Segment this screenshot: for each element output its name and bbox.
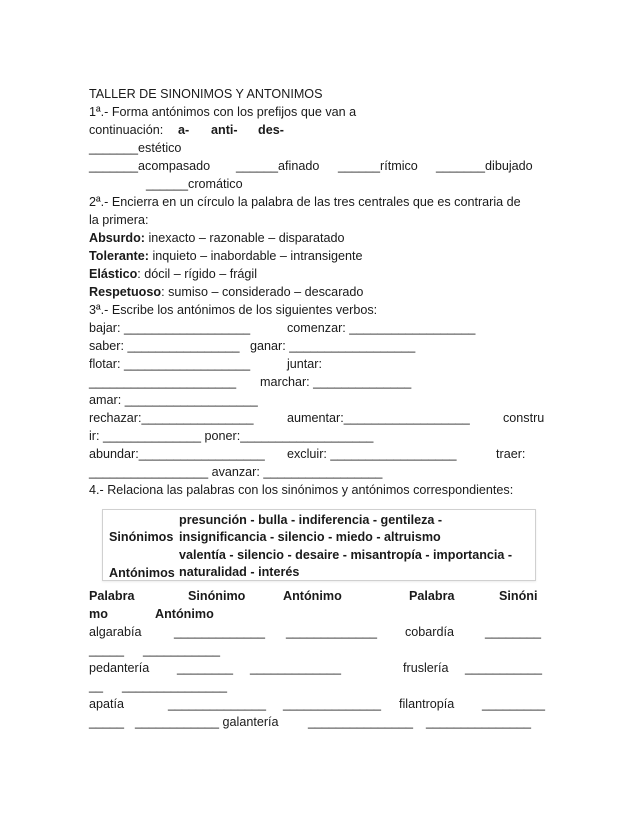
ex2-row: Absurdo: inexacto – razonable – disparatado [89,231,345,245]
ex3-line: amar: ___________________ [89,393,258,407]
ex1-item: _______dibujado [436,159,533,173]
ex1-item: ______rítmico [338,159,418,173]
ex3-instruction: 3ª.- Escribe los antónimos de los siguientes verbos: [89,303,378,317]
ex3-line: abundar:__________________ excluir: __________________ traer: [89,447,526,461]
ex4-row: apatía ______________ ______________ filantropía _________ [89,697,546,711]
ex4-row: _____ ____________ galantería _______________ _______________ [89,715,532,729]
ex1-item: ______afinado [236,159,320,173]
ex3-line: _________________ avanzar: _________________ [89,465,383,479]
ex4-table-header: Palabra Sinónimo Antónimo Palabra Sinóni [89,589,538,603]
ex4-row: _____ ___________ [89,643,221,657]
ex2-row: Tolerante: inquieto – inabordable – intransigente [89,249,363,263]
ex3-line: rechazar:________________ aumentar:__________________ constru [89,411,545,425]
ex4-row: pedantería ________ _____________ fruslería ___________ [89,661,543,675]
word-bank-box [102,509,536,581]
ex2-row: Elástico: dócil – rígido – frágil [89,267,257,281]
prefix-anti: anti- [211,123,238,137]
ex2-instruction: 2ª.- Encierra en un círculo la palabra de las tres centrales que es contraria de [89,195,521,209]
ex3-line: bajar: __________________ comenzar: __________________ [89,321,476,335]
ex3-line: _____________________ marchar: ______________ [89,375,412,389]
prefix-a: a- [178,123,190,137]
prefix-des: des- [258,123,284,137]
ex4-table-header-cont: mo Antónimo [89,607,214,621]
worksheet [89,85,549,731]
ex1-instruction: 1ª.- Forma antónimos con los prefijos que van a [89,105,357,119]
synonyms-label: Sinónimos [109,530,174,544]
ex3-line: ir: ______________ poner:___________________ [89,429,374,443]
ex2-row: Respetuoso: sumiso – considerado – descarado [89,285,364,299]
ex1-lead: continuación: [89,123,164,137]
antonyms-label: Antónimos [109,566,175,580]
ex3-line: saber: ________________ ganar: __________________ [89,339,416,353]
ex1-prefix-line [89,121,549,139]
ex2-instruction-cont: la primera: [89,213,149,227]
worksheet-title: TALLER DE SINONIMOS Y ANTONIMOS [89,87,323,101]
antonyms-list: valentía - silencio - desaire - misantropía - importancia - naturalidad - interés [179,548,513,579]
ex3-line: flotar: __________________ juntar: [89,357,323,371]
ex4-row: __ _______________ [89,679,228,693]
synonyms-list: presunción - bulla - indiferencia - gentileza - insignificancia - silencio - miedo - altruismo [179,513,443,544]
ex4-instruction: 4.- Relaciona las palabras con los sinónimos y antónimos correspondientes: [89,483,514,497]
ex1-item: _______acompasado [89,159,211,173]
ex4-row: algarabía _____________ _____________ cobardía ________ [89,625,542,639]
ex1-item: _______estético [89,141,182,155]
ex1-item: ______cromático [146,177,243,191]
